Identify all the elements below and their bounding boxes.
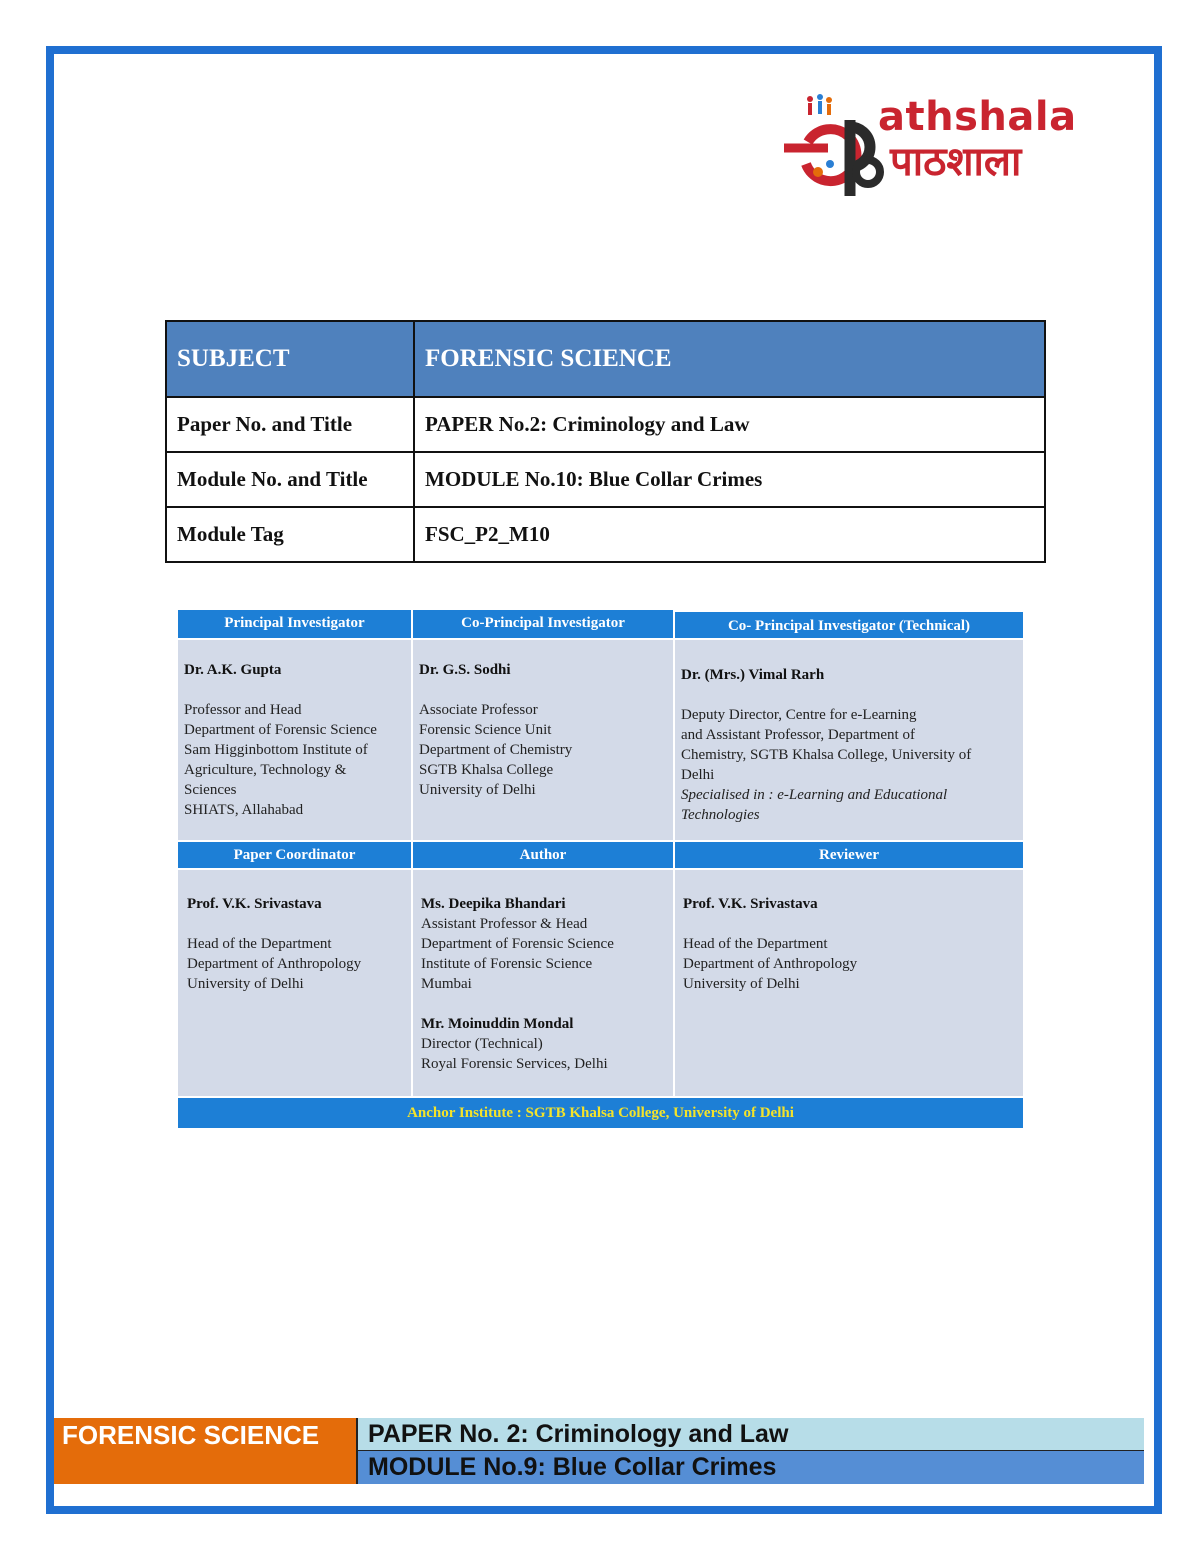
specialisation-line: Specialised in : e-Learning and Educational xyxy=(681,787,948,803)
epathshala-logo xyxy=(770,92,1120,197)
affiliation-line: Professor and Head xyxy=(184,702,302,718)
module-value: MODULE No.10: Blue Collar Crimes xyxy=(414,452,1045,507)
table-header-row xyxy=(166,321,1045,397)
affiliation-line: Chemistry, SGTB Khalsa College, University of xyxy=(681,747,972,763)
affiliation-line: Agriculture, Technology & xyxy=(184,762,347,778)
co-pi-technical-card xyxy=(675,640,1023,840)
affiliation-line: Forensic Science Unit xyxy=(419,722,552,738)
affiliation-line: Assistant Professor & Head xyxy=(421,916,588,932)
module-label: Module No. and Title xyxy=(166,452,414,507)
affiliation-line: University of Delhi xyxy=(187,976,304,992)
affiliation-line: Department of Forensic Science xyxy=(184,722,377,738)
table-row xyxy=(166,507,1045,562)
subject-info-table xyxy=(165,320,1046,563)
affiliation-line: Head of the Department xyxy=(187,936,332,952)
person-name: Prof. V.K. Srivastava xyxy=(683,896,818,912)
affiliation-line: Department of Anthropology xyxy=(683,956,858,972)
logo-text-hindi: पाठशाला xyxy=(890,139,1022,185)
credits-panel xyxy=(178,610,1023,1128)
affiliation-line: Director (Technical) xyxy=(421,1036,543,1052)
subject-value: FORENSIC SCIENCE xyxy=(414,321,1045,397)
reviewer-heading: Reviewer xyxy=(675,842,1023,868)
affiliation-line: Sam Higginbottom Institute of xyxy=(184,742,368,758)
anchor-institute-bar: Anchor Institute : SGTB Khalsa College, University of Delhi xyxy=(178,1098,1023,1128)
logo-text-english: athshala xyxy=(878,94,1077,140)
logo-mark-icon xyxy=(770,92,890,197)
person-name: Dr. G.S. Sodhi xyxy=(419,662,511,678)
affiliation-line: Delhi xyxy=(681,767,715,783)
affiliation-line: Mumbai xyxy=(421,976,472,992)
reviewer-card xyxy=(675,870,1023,1096)
affiliation-line: Sciences xyxy=(184,782,237,798)
affiliation-line: Royal Forensic Services, Delhi xyxy=(421,1056,608,1072)
person-name: Prof. V.K. Srivastava xyxy=(187,896,322,912)
footer-module: MODULE No.9: Blue Collar Crimes xyxy=(356,1451,1144,1484)
paper-coordinator-heading: Paper Coordinator xyxy=(178,842,411,868)
author-heading: Author xyxy=(413,842,673,868)
person-name: Ms. Deepika Bhandari xyxy=(421,896,566,912)
footer-paper: PAPER No. 2: Criminology and Law xyxy=(356,1418,1144,1451)
person-name: Dr. A.K. Gupta xyxy=(184,662,282,678)
affiliation-line: Deputy Director, Centre for e-Learning xyxy=(681,707,917,723)
author-card xyxy=(413,870,673,1096)
person-name: Mr. Moinuddin Mondal xyxy=(421,1016,574,1032)
module-tag-label: Module Tag xyxy=(166,507,414,562)
affiliation-line: Institute of Forensic Science xyxy=(421,956,593,972)
principal-investigator-card xyxy=(178,640,411,840)
co-pi-technical-heading: Co- Principal Investigator (Technical) xyxy=(675,612,1023,638)
affiliation-line: Department of Anthropology xyxy=(187,956,362,972)
affiliation-line: University of Delhi xyxy=(419,782,536,798)
co-principal-investigator-card xyxy=(413,640,673,840)
affiliation-line: and Assistant Professor, Department of xyxy=(681,727,915,743)
affiliation-line: SHIATS, Allahabad xyxy=(184,802,304,818)
paper-coordinator-card xyxy=(178,870,411,1096)
page-footer xyxy=(54,1418,1144,1484)
affiliation-line: Head of the Department xyxy=(683,936,828,952)
affiliation-line: Department of Forensic Science xyxy=(421,936,614,952)
person-name: Dr. (Mrs.) Vimal Rarh xyxy=(681,667,825,683)
subject-label: SUBJECT xyxy=(166,321,414,397)
paper-label: Paper No. and Title xyxy=(166,397,414,452)
footer-subject: FORENSIC SCIENCE xyxy=(54,1418,356,1484)
affiliation-line: SGTB Khalsa College xyxy=(419,762,554,778)
principal-investigator-heading: Principal Investigator xyxy=(178,610,411,638)
affiliation-line: Associate Professor xyxy=(419,702,538,718)
table-row xyxy=(166,452,1045,507)
specialisation-line: Technologies xyxy=(681,807,760,823)
paper-value: PAPER No.2: Criminology and Law xyxy=(414,397,1045,452)
co-principal-investigator-heading: Co-Principal Investigator xyxy=(413,610,673,638)
affiliation-line: Department of Chemistry xyxy=(419,742,573,758)
table-row xyxy=(166,397,1045,452)
module-tag-value: FSC_P2_M10 xyxy=(414,507,1045,562)
affiliation-line: University of Delhi xyxy=(683,976,800,992)
